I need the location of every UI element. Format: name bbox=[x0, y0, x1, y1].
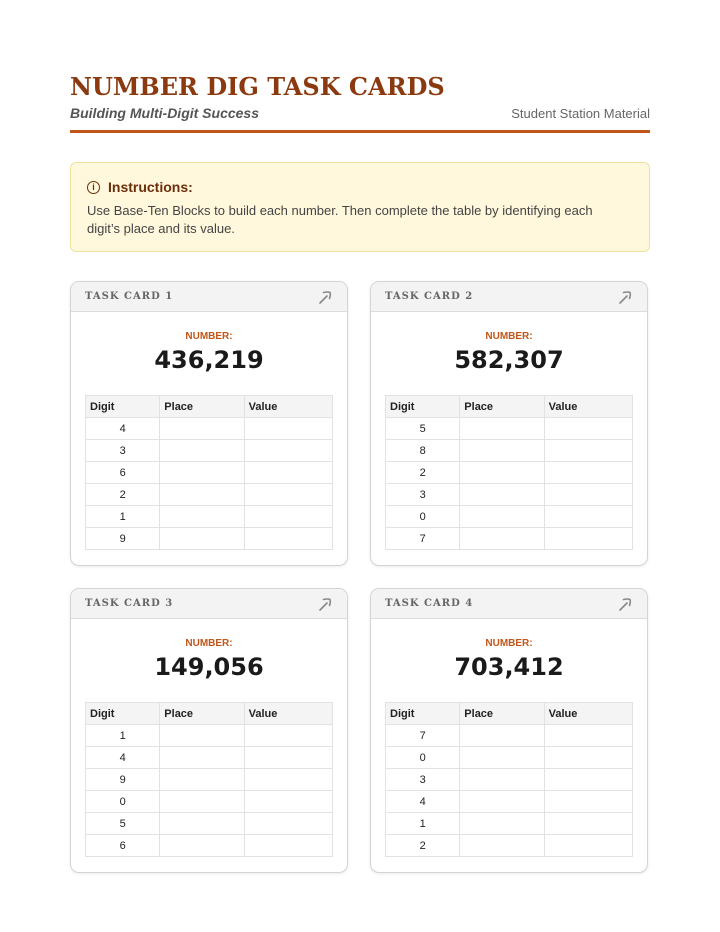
table-row bbox=[86, 440, 333, 462]
place-cell[interactable] bbox=[460, 747, 544, 769]
place-cell[interactable] bbox=[460, 418, 544, 440]
table-header-row bbox=[386, 703, 633, 725]
digit-cell: 6 bbox=[86, 835, 160, 857]
value-cell[interactable] bbox=[244, 769, 332, 791]
value-cell[interactable] bbox=[544, 418, 632, 440]
digit-cell: 2 bbox=[386, 835, 460, 857]
table-header-row bbox=[386, 396, 633, 418]
value-cell[interactable] bbox=[544, 769, 632, 791]
digit-cell: 1 bbox=[86, 506, 160, 528]
value-cell[interactable] bbox=[544, 440, 632, 462]
header-value: Value bbox=[544, 396, 632, 418]
place-cell[interactable] bbox=[160, 769, 244, 791]
header-place: Place bbox=[460, 703, 544, 725]
table-row bbox=[386, 769, 633, 791]
station-label: Student Station Material bbox=[511, 106, 650, 121]
table-row bbox=[86, 835, 333, 857]
digit-cell: 5 bbox=[86, 813, 160, 835]
table-row bbox=[86, 462, 333, 484]
page-header bbox=[70, 72, 650, 121]
digit-cell: 6 bbox=[86, 462, 160, 484]
card-label: TASK CARD 3 bbox=[85, 598, 174, 609]
header-digit: Digit bbox=[86, 396, 160, 418]
table-row bbox=[86, 484, 333, 506]
table-row bbox=[86, 747, 333, 769]
header-divider bbox=[70, 130, 650, 133]
header-digit: Digit bbox=[386, 396, 460, 418]
place-cell[interactable] bbox=[160, 484, 244, 506]
table-row bbox=[86, 528, 333, 550]
digit-cell: 8 bbox=[386, 440, 460, 462]
place-cell[interactable] bbox=[160, 462, 244, 484]
table-row bbox=[386, 791, 633, 813]
card-header bbox=[71, 589, 347, 619]
header-subrow bbox=[70, 105, 650, 121]
pickaxe-icon bbox=[317, 289, 333, 305]
card-label: TASK CARD 4 bbox=[385, 598, 474, 609]
table-row bbox=[86, 813, 333, 835]
digit-cell: 3 bbox=[386, 484, 460, 506]
header-place: Place bbox=[160, 703, 244, 725]
digit-cell: 4 bbox=[86, 747, 160, 769]
task-card bbox=[370, 281, 648, 566]
number-label: NUMBER: bbox=[185, 638, 233, 649]
digit-cell: 5 bbox=[386, 418, 460, 440]
task-card bbox=[70, 281, 348, 566]
place-cell[interactable] bbox=[160, 835, 244, 857]
place-cell[interactable] bbox=[160, 418, 244, 440]
place-cell[interactable] bbox=[460, 484, 544, 506]
table-row bbox=[386, 440, 633, 462]
value-cell[interactable] bbox=[544, 484, 632, 506]
table-row bbox=[86, 791, 333, 813]
number-label: NUMBER: bbox=[485, 331, 533, 342]
digit-cell: 4 bbox=[386, 791, 460, 813]
digit-cell: 9 bbox=[86, 769, 160, 791]
place-value-table bbox=[85, 702, 333, 857]
value-cell[interactable] bbox=[244, 418, 332, 440]
table-row bbox=[86, 769, 333, 791]
table-row bbox=[386, 813, 633, 835]
task-card bbox=[70, 588, 348, 873]
pickaxe-icon bbox=[317, 596, 333, 612]
number-label: NUMBER: bbox=[485, 638, 533, 649]
value-cell[interactable] bbox=[544, 506, 632, 528]
table-row bbox=[386, 462, 633, 484]
place-cell[interactable] bbox=[160, 813, 244, 835]
table-row bbox=[386, 418, 633, 440]
table-header-row bbox=[86, 703, 333, 725]
digit-cell: 3 bbox=[386, 769, 460, 791]
number-value: 582,307 bbox=[454, 346, 564, 374]
place-cell[interactable] bbox=[160, 747, 244, 769]
header-place: Place bbox=[460, 396, 544, 418]
instructions-heading: Instructions: bbox=[108, 179, 193, 195]
page-title: NUMBER DIG TASK CARDS bbox=[70, 72, 445, 101]
table-row bbox=[386, 835, 633, 857]
value-cell[interactable] bbox=[544, 813, 632, 835]
place-cell[interactable] bbox=[460, 769, 544, 791]
place-cell[interactable] bbox=[160, 791, 244, 813]
value-cell[interactable] bbox=[544, 725, 632, 747]
digit-cell: 4 bbox=[86, 418, 160, 440]
value-cell[interactable] bbox=[244, 835, 332, 857]
pickaxe-icon bbox=[617, 596, 633, 612]
value-cell[interactable] bbox=[544, 835, 632, 857]
place-value-table bbox=[85, 395, 333, 550]
digit-cell: 7 bbox=[386, 528, 460, 550]
header-digit: Digit bbox=[386, 703, 460, 725]
card-header bbox=[71, 282, 347, 312]
table-row bbox=[386, 747, 633, 769]
value-cell[interactable] bbox=[244, 440, 332, 462]
number-label: NUMBER: bbox=[185, 331, 233, 342]
instructions-box bbox=[70, 162, 650, 252]
place-cell[interactable] bbox=[460, 813, 544, 835]
digit-cell: 1 bbox=[86, 725, 160, 747]
table-row bbox=[386, 528, 633, 550]
table-row bbox=[86, 506, 333, 528]
number-value: 149,056 bbox=[154, 653, 264, 681]
value-cell[interactable] bbox=[544, 528, 632, 550]
place-cell[interactable] bbox=[160, 528, 244, 550]
value-cell[interactable] bbox=[244, 813, 332, 835]
page-subtitle: Building Multi-Digit Success bbox=[70, 105, 260, 121]
header-value: Value bbox=[244, 396, 332, 418]
card-label: TASK CARD 2 bbox=[385, 291, 474, 302]
card-label: TASK CARD 1 bbox=[85, 291, 174, 302]
digit-cell: 0 bbox=[386, 747, 460, 769]
value-cell[interactable] bbox=[244, 528, 332, 550]
value-cell[interactable] bbox=[244, 484, 332, 506]
header-value: Value bbox=[244, 703, 332, 725]
value-cell[interactable] bbox=[244, 747, 332, 769]
table-row bbox=[386, 506, 633, 528]
place-cell[interactable] bbox=[460, 506, 544, 528]
place-cell[interactable] bbox=[460, 440, 544, 462]
info-icon: i bbox=[87, 181, 100, 194]
digit-cell: 0 bbox=[86, 791, 160, 813]
card-header bbox=[371, 282, 647, 312]
table-row bbox=[386, 725, 633, 747]
value-cell[interactable] bbox=[244, 725, 332, 747]
place-cell[interactable] bbox=[160, 725, 244, 747]
digit-cell: 1 bbox=[386, 813, 460, 835]
place-cell[interactable] bbox=[460, 835, 544, 857]
instructions-text: Use Base-Ten Blocks to build each number. Then complete the table by identifying each digit’s place and its value. bbox=[87, 203, 593, 236]
value-cell[interactable] bbox=[544, 747, 632, 769]
header-place: Place bbox=[160, 396, 244, 418]
digit-cell: 7 bbox=[386, 725, 460, 747]
value-cell[interactable] bbox=[244, 506, 332, 528]
table-row bbox=[86, 418, 333, 440]
place-value-table bbox=[385, 702, 633, 857]
place-cell[interactable] bbox=[460, 725, 544, 747]
table-row bbox=[86, 725, 333, 747]
header-value: Value bbox=[544, 703, 632, 725]
place-value-table bbox=[385, 395, 633, 550]
value-cell[interactable] bbox=[244, 462, 332, 484]
digit-cell: 9 bbox=[86, 528, 160, 550]
place-cell[interactable] bbox=[460, 528, 544, 550]
table-row bbox=[386, 484, 633, 506]
instructions-heading-row bbox=[87, 179, 633, 195]
place-cell[interactable] bbox=[160, 440, 244, 462]
card-header bbox=[371, 589, 647, 619]
value-cell[interactable] bbox=[244, 791, 332, 813]
task-card bbox=[370, 588, 648, 873]
number-value: 703,412 bbox=[454, 653, 564, 681]
header-digit: Digit bbox=[86, 703, 160, 725]
value-cell[interactable] bbox=[544, 462, 632, 484]
place-cell[interactable] bbox=[460, 462, 544, 484]
digit-cell: 2 bbox=[386, 462, 460, 484]
pickaxe-icon bbox=[617, 289, 633, 305]
place-cell[interactable] bbox=[160, 506, 244, 528]
digit-cell: 2 bbox=[86, 484, 160, 506]
place-cell[interactable] bbox=[460, 791, 544, 813]
table-header-row bbox=[86, 396, 333, 418]
number-value: 436,219 bbox=[154, 346, 264, 374]
digit-cell: 3 bbox=[86, 440, 160, 462]
digit-cell: 0 bbox=[386, 506, 460, 528]
value-cell[interactable] bbox=[544, 791, 632, 813]
